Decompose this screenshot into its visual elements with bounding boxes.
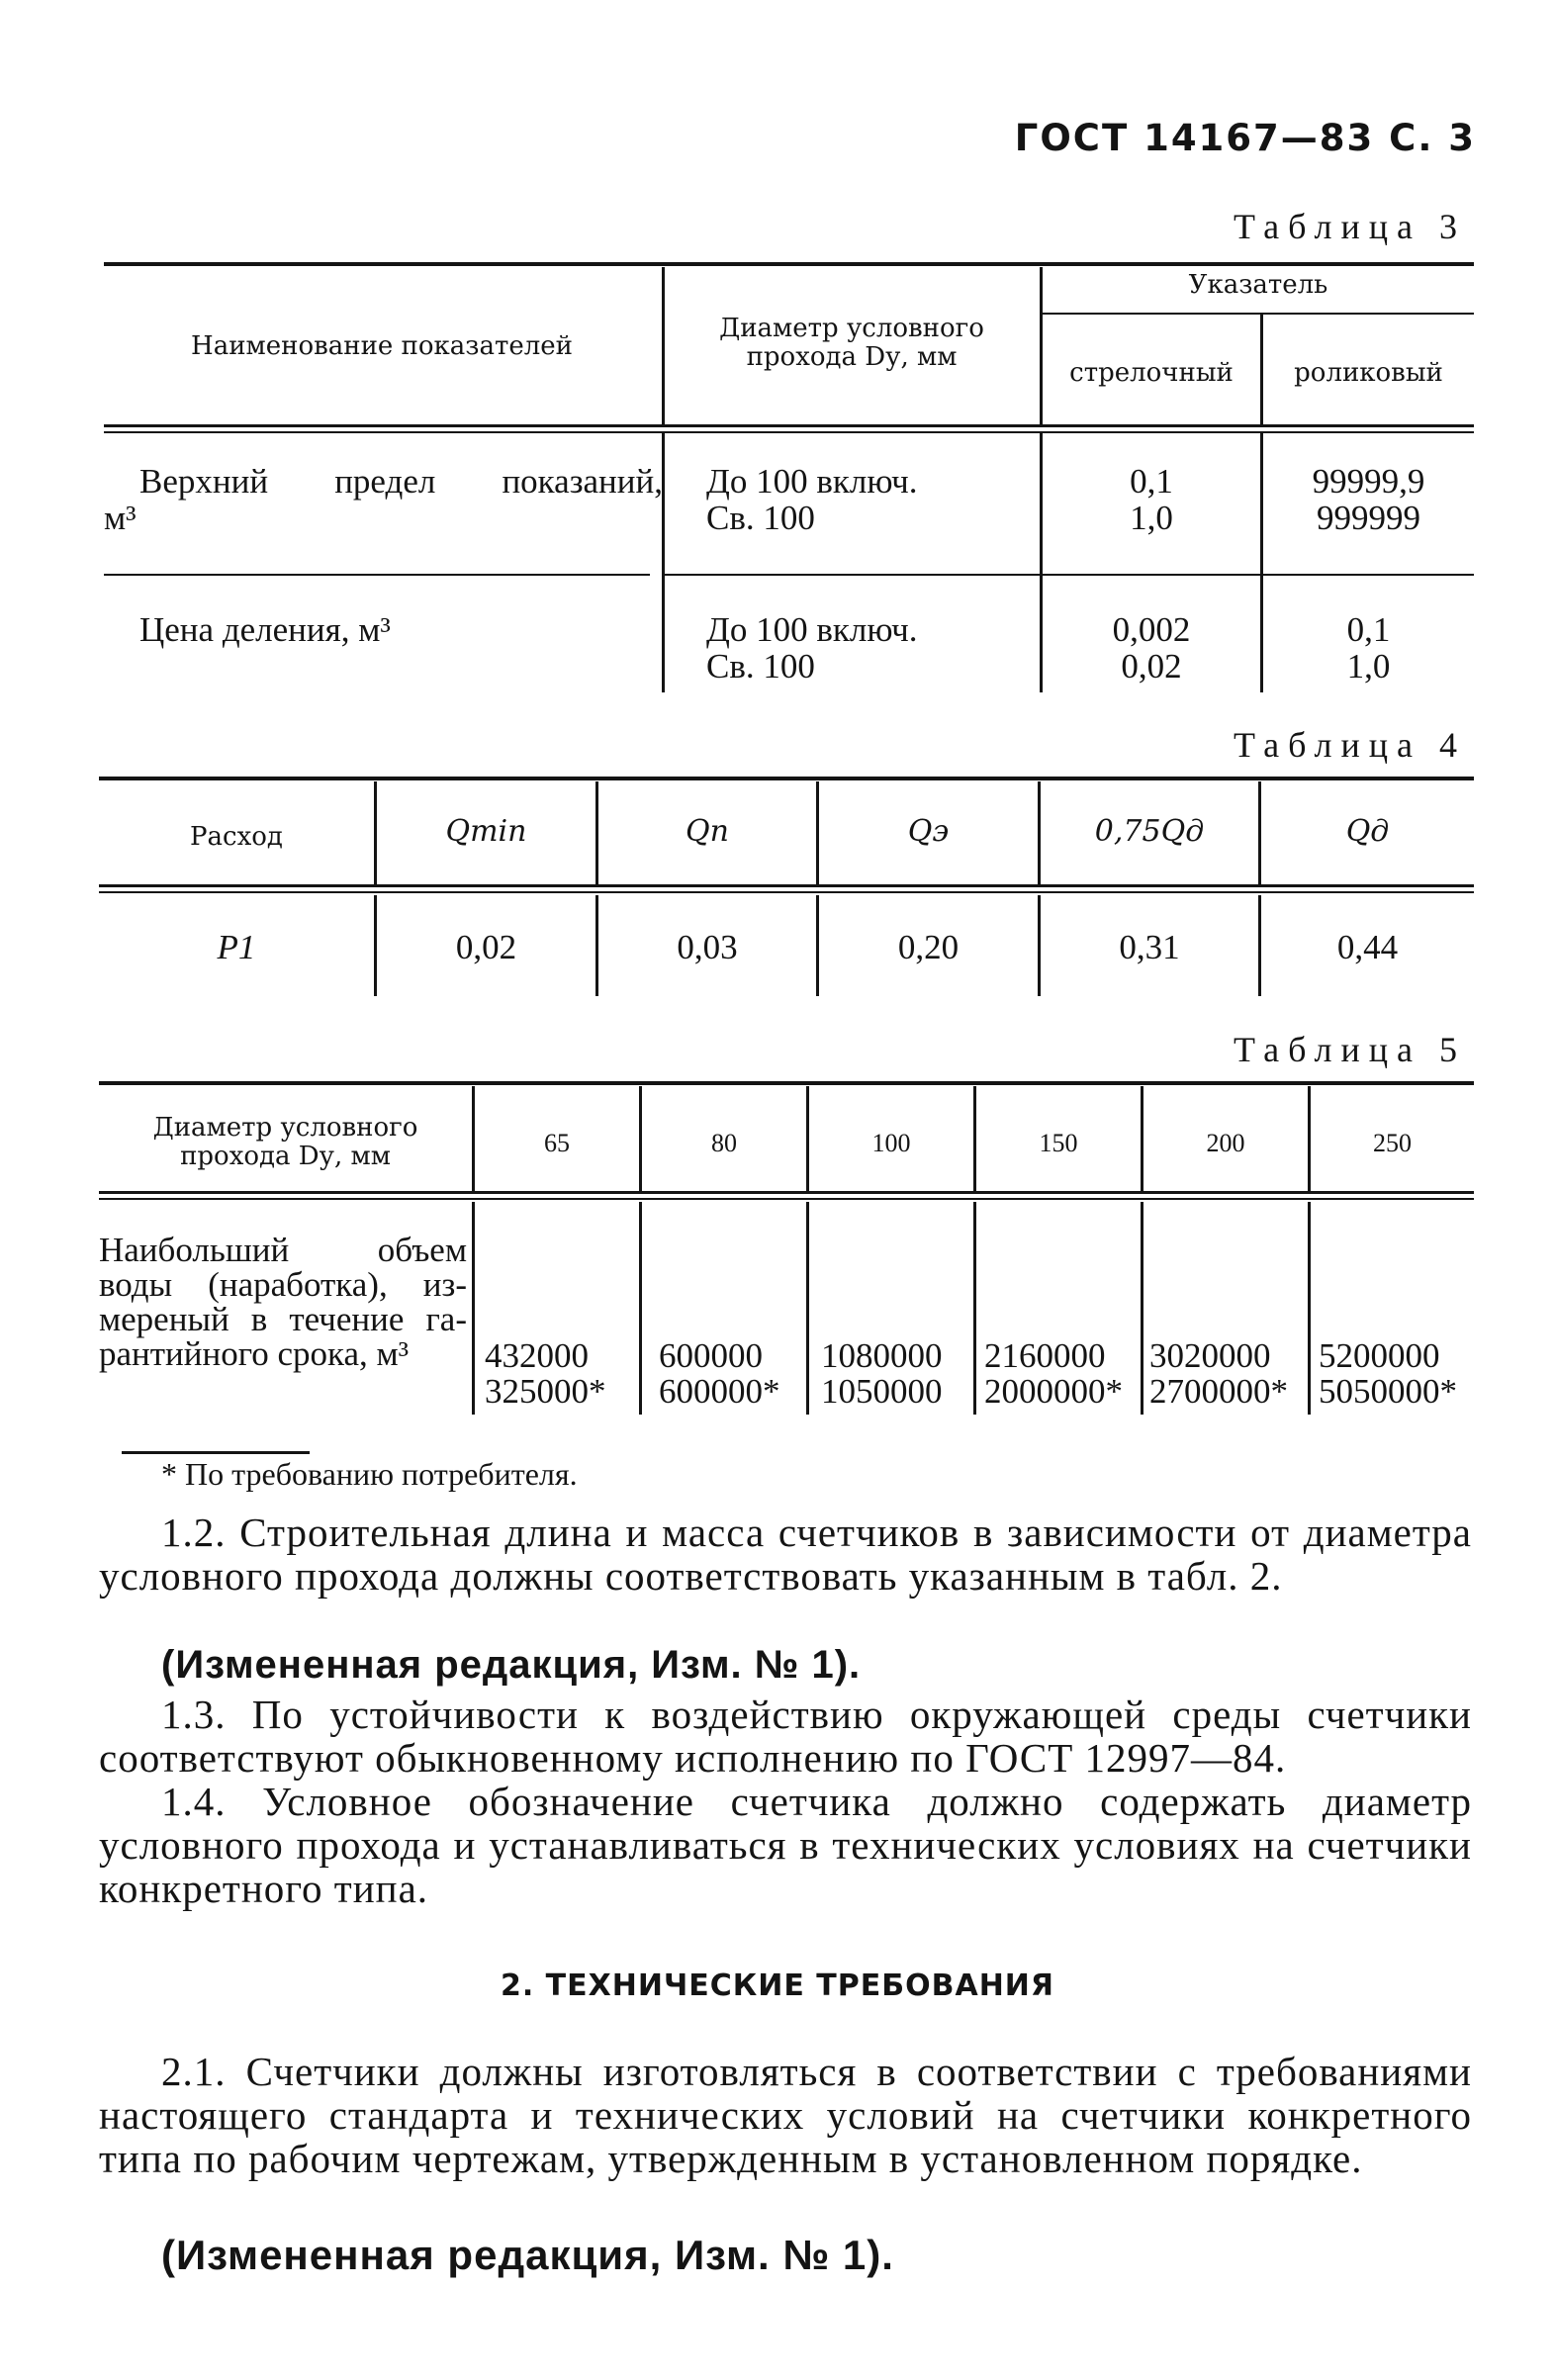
table5-diam-250: 250 <box>1373 1129 1412 1157</box>
table4-row-label: P1 <box>217 928 256 966</box>
section-title: 2. ТЕХНИЧЕСКИЕ ТРЕБОВАНИЯ <box>500 1968 1055 2003</box>
table5-values-100: 1080000 1050000 <box>821 1336 943 1411</box>
table4-header-flow: Расход <box>190 822 283 852</box>
table5-values-65: 432000 325000* <box>485 1336 606 1411</box>
table4-cell-qe: 0,20 <box>897 928 960 966</box>
table4-header-qmin: Qmin <box>445 814 527 849</box>
table4-cell-075qd: 0,31 <box>1119 928 1180 966</box>
table4-header-qp: Qп <box>686 814 729 849</box>
paragraph-2-1: 2.1. Счетчики должны изготовляться в соответствии с требованиями настоящего стандарта и технических условий на счетчики конкретного типа по рабочим чертежам, утвержденным в установленном порядке. <box>99 2049 1472 2181</box>
table5-diam-65: 65 <box>544 1129 570 1157</box>
table3-row2-name: Цена деления, м³ <box>139 610 391 649</box>
paragraph-1-2: 1.2. Строительная длина и масса счетчиков в зависимости от диаметра условного прохода должны соответствовать указанным в табл. 2. <box>99 1510 1472 1599</box>
table4-cell-qp: 0,03 <box>677 928 738 966</box>
page-header: ГОСТ 14167—83 С. 3 <box>1014 117 1476 159</box>
table5-header-diameter: Диаметр условного прохода Dу, мм <box>152 1113 418 1171</box>
table5-values-80: 600000 600000* <box>659 1336 780 1411</box>
amendment-note-2: (Измененная редакция, Изм. № 1). <box>161 2232 894 2278</box>
table3-row2-arrow: 0,002 0,02 <box>1112 610 1191 686</box>
table3-header-roller: роликовый <box>1294 358 1443 388</box>
table4-cell-qd: 0,44 <box>1336 928 1399 966</box>
table5-row-label: Наибольший объем воды (наработка), из- мереный в течение га- рантийного срока, м³ <box>99 1231 467 1373</box>
table5-values-150: 2160000 2000000* <box>984 1336 1123 1411</box>
table3-row1-diam: До 100 включ. Св. 100 <box>706 462 918 537</box>
table3-row2-diam: До 100 включ. Св. 100 <box>706 610 918 686</box>
table4-caption: Таблица 4 <box>1234 725 1466 765</box>
table3-header-name: Наименование показателей <box>191 331 573 361</box>
table4-header-qe: Qэ <box>907 814 950 849</box>
table3-row1-name-unit: м³ <box>104 499 137 537</box>
footnote: * По требованию потребителя. <box>161 1456 578 1492</box>
table5-diam-80: 80 <box>711 1129 737 1157</box>
table4-header-qd: Qд <box>1345 814 1390 849</box>
table5-caption: Таблица 5 <box>1234 1030 1466 1069</box>
table3-row1-name: Верхний предел показаний, <box>139 462 663 501</box>
table3-row2-roller: 0,1 1,0 <box>1346 610 1391 686</box>
paragraph-1-4: 1.4. Условное обозначение счетчика должно содержать диаметр условного прохода и устанавливаться в технических условиях на счетчики конкретного типа. <box>99 1779 1472 1911</box>
footnote-divider <box>122 1451 310 1454</box>
table3-header-diameter: Диаметр условного прохода Dу, мм <box>719 314 984 372</box>
table4-header-075qd: 0,75Qд <box>1094 814 1205 849</box>
table5-diam-100: 100 <box>871 1129 911 1157</box>
paragraph-1-3: 1.3. По устойчивости к воздействию окружающей среды счетчики соответствуют обыкновенному исполнению по ГОСТ 12997—84. <box>99 1692 1472 1781</box>
table3-header-indicator: Указатель <box>1188 270 1328 300</box>
table3-row1-roller: 99999,9 999999 <box>1312 462 1425 537</box>
table3-header-arrow: стрелочный <box>1069 358 1234 388</box>
table3-row1-arrow: 0,1 1,0 <box>1130 462 1173 537</box>
table4-cell-qmin: 0,02 <box>455 928 517 966</box>
table3-caption: Таблица 3 <box>1234 207 1466 246</box>
table5-values-250: 5200000 5050000* <box>1319 1336 1457 1411</box>
table5-diam-150: 150 <box>1039 1129 1078 1157</box>
amendment-note-1: (Измененная редакция, Изм. № 1). <box>161 1643 862 1687</box>
table5-diam-200: 200 <box>1206 1129 1245 1157</box>
table5-values-200: 3020000 2700000* <box>1149 1336 1288 1411</box>
